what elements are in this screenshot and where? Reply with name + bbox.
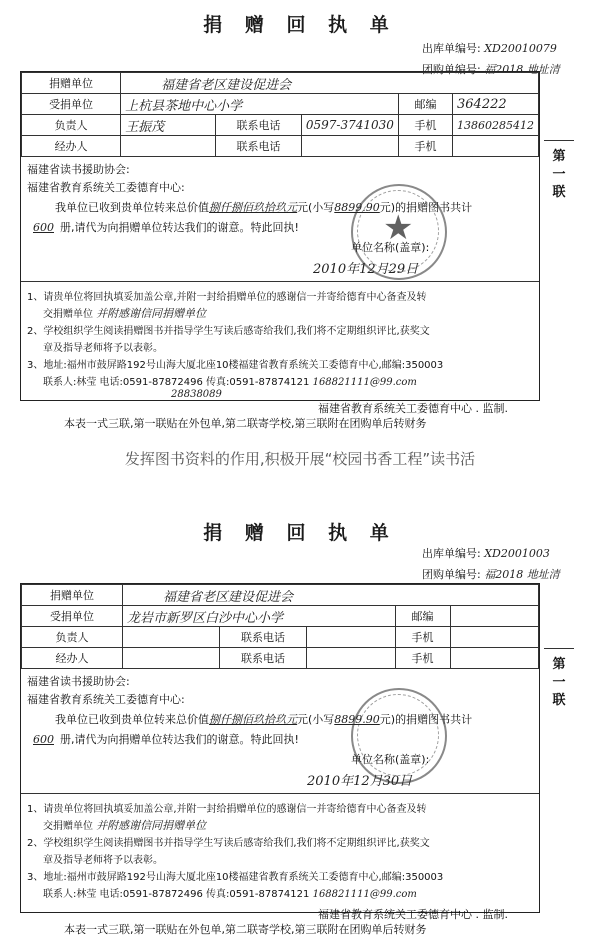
phone-label: 联系电话 bbox=[216, 115, 302, 136]
info-table bbox=[21, 72, 539, 157]
seal-ring bbox=[357, 694, 439, 776]
table-row bbox=[22, 115, 539, 136]
handler-value bbox=[121, 136, 216, 157]
handler-label: 经办人 bbox=[22, 136, 121, 157]
note-line: 1、请贵单位将回执填妥加盖公章,并附一封给捐赠单位的感谢信一并寄给德育中心备查及转 bbox=[27, 804, 427, 815]
receipt-title: 捐 赠 回 执 单 bbox=[203, 522, 397, 544]
form-footer: 本表一式三联,第一联贴在外包单,第二联寄学校,第三联附在团购单后转财务 bbox=[64, 417, 427, 430]
acknowledgement-letter bbox=[21, 157, 539, 282]
table-row bbox=[22, 94, 539, 115]
outbound-value: XD20010079 bbox=[484, 42, 557, 55]
note-line bbox=[43, 817, 206, 833]
mobile2-value bbox=[450, 648, 539, 669]
value-in-figures: 8899.90 bbox=[334, 201, 380, 214]
donor-label: 捐赠单位 bbox=[22, 585, 123, 606]
letter-text: 元(小写 bbox=[297, 713, 335, 726]
table-row bbox=[22, 606, 539, 627]
handwritten-email: 168821111@99.com bbox=[312, 377, 417, 388]
handler-label: 经办人 bbox=[22, 648, 123, 669]
note-text: 联系人:林莹 电话:0591-87872496 传真:0591-87874121 bbox=[43, 377, 310, 388]
letter-text: 元(小写 bbox=[297, 201, 335, 214]
info-table bbox=[21, 584, 539, 669]
receipt-2 bbox=[0, 470, 600, 936]
table-row bbox=[22, 585, 539, 606]
postcode-value bbox=[450, 606, 539, 627]
value-in-words: 捌仟捌佰玖拾玖元 bbox=[209, 201, 297, 214]
official-seal bbox=[351, 184, 447, 280]
head-label: 负责人 bbox=[22, 627, 123, 648]
letter-text: 我单位已收到贵单位转来总价值 bbox=[55, 201, 209, 214]
mobile-label: 手机 bbox=[398, 115, 452, 136]
value-in-figures: 8899.90 bbox=[334, 713, 380, 726]
letter-line-2 bbox=[27, 219, 299, 235]
table-row bbox=[22, 648, 539, 669]
sign-date: 2010年12月30日 bbox=[307, 774, 413, 789]
background-text: 发挥图书资料的作用,积极开展“校园书香工程”读书活 bbox=[124, 450, 476, 468]
note-line: 章及指导老师将予以表彰。 bbox=[43, 855, 163, 866]
phone-value bbox=[307, 627, 396, 648]
handwritten-note: 并附感谢信同捐赠单位 bbox=[96, 307, 207, 320]
value-in-words: 捌仟捌佰玖拾玖元 bbox=[209, 713, 297, 726]
receipt-title: 捐 赠 回 执 单 bbox=[203, 14, 397, 36]
supervisor-org: 福建省教育系统关工委德育中心 . 监制. bbox=[318, 908, 508, 921]
donor-label: 捐赠单位 bbox=[22, 73, 121, 94]
note-text: 交捐赠单位 bbox=[43, 309, 93, 320]
notes-section bbox=[21, 794, 539, 914]
table-row bbox=[22, 136, 539, 157]
addressee-1: 福建省读书援助协会: bbox=[27, 675, 130, 688]
official-seal bbox=[351, 688, 447, 784]
mobile-label: 手机 bbox=[395, 627, 450, 648]
star-icon: ★ bbox=[383, 208, 414, 248]
copy-label: 第一联 bbox=[552, 149, 566, 200]
letter-text: 元)的捐赠图书共计 bbox=[379, 713, 473, 726]
outbound-label: 出库单编号: bbox=[422, 42, 481, 55]
recipient-value: 上杭县茶地中心小学 bbox=[121, 94, 399, 115]
receipt-1 bbox=[0, 0, 600, 440]
donor-value: 福建省老区建设促进会 bbox=[123, 585, 539, 606]
book-count: 600 bbox=[33, 733, 54, 746]
form-footer: 本表一式三联,第一联贴在外包单,第二联寄学校,第三联附在团购单后转财务 bbox=[64, 923, 427, 936]
receipt-form bbox=[20, 71, 540, 401]
note-text: 交捐赠单位 bbox=[43, 821, 93, 832]
phone-value: 0597-3741030 bbox=[301, 115, 398, 136]
mobile2-value bbox=[453, 136, 539, 157]
phone-label: 联系电话 bbox=[220, 627, 307, 648]
phone2-value bbox=[307, 648, 396, 669]
phone2-label: 联系电话 bbox=[216, 136, 302, 157]
handwritten-note: 并附感谢信同捐赠单位 bbox=[96, 819, 207, 832]
postcode-value: 364222 bbox=[453, 94, 539, 115]
note-line: 章及指导老师将予以表彰。 bbox=[43, 343, 163, 354]
mobile2-label: 手机 bbox=[398, 136, 452, 157]
letter-text: 册,请代为向捐赠单位转达我们的谢意。特此回执! bbox=[60, 221, 299, 234]
sign-label: 单位名称(盖章): bbox=[351, 241, 430, 254]
handler-value bbox=[123, 648, 220, 669]
side-rule bbox=[544, 648, 574, 649]
group-label: 团购单编号: bbox=[422, 568, 481, 581]
head-value: 王振茂 bbox=[121, 115, 216, 136]
letter-text: 我单位已收到贵单位转来总价值 bbox=[55, 713, 209, 726]
book-count: 600 bbox=[33, 221, 54, 234]
receipt-form bbox=[20, 583, 540, 913]
handwritten-email: 168821111@99.com bbox=[312, 889, 417, 900]
phone2-label: 联系电话 bbox=[220, 648, 307, 669]
note-line bbox=[43, 373, 417, 388]
note-line: 3、地址:福州市鼓屏路192号山海大厦北座10楼福建省教育系统关工委德育中心,邮编:350003 bbox=[27, 872, 444, 883]
donor-value: 福建省老区建设促进会 bbox=[121, 73, 539, 94]
side-rule bbox=[544, 140, 574, 141]
copy-label: 第一联 bbox=[552, 657, 566, 708]
mobile2-label: 手机 bbox=[395, 648, 450, 669]
group-value: 福2018 地址清 bbox=[484, 568, 560, 581]
letter-text: 元)的捐赠图书共计 bbox=[379, 201, 473, 214]
mobile-value: 13860285412 bbox=[453, 115, 539, 136]
addressee-2: 福建省教育系统关工委德育中心: bbox=[27, 693, 185, 706]
group-value: 福2018 地址清 bbox=[484, 63, 560, 76]
acknowledgement-letter bbox=[21, 669, 539, 794]
outbound-number bbox=[422, 545, 550, 561]
postcode-label: 邮编 bbox=[398, 94, 452, 115]
letter-line-2 bbox=[27, 731, 299, 747]
note-line: 2、学校组织学生阅读捐赠图书并指导学生写读后感寄给我们,我们将不定期组织评比,获奖文 bbox=[27, 326, 430, 337]
note-line: 2、学校组织学生阅读捐赠图书并指导学生写读后感寄给我们,我们将不定期组织评比,获奖文 bbox=[27, 838, 430, 849]
letter-text: 册,请代为向捐赠单位转达我们的谢意。特此回执! bbox=[60, 733, 299, 746]
note-line: 3、地址:福州市鼓屏路192号山海大厦北座10楼福建省教育系统关工委德育中心,邮编:350003 bbox=[27, 360, 444, 371]
addressee-2: 福建省教育系统关工委德育中心: bbox=[27, 181, 185, 194]
postcode-label: 邮编 bbox=[395, 606, 450, 627]
sign-label: 单位名称(盖章): bbox=[351, 753, 430, 766]
phone2-value bbox=[301, 136, 398, 157]
supervisor-org: 福建省教育系统关工委德育中心 . 监制. bbox=[318, 402, 508, 415]
sign-date: 2010年12月29日 bbox=[313, 262, 419, 277]
group-label: 团购单编号: bbox=[422, 63, 481, 76]
table-row bbox=[22, 73, 539, 94]
note-line bbox=[43, 885, 417, 900]
recipient-label: 受捐单位 bbox=[22, 94, 121, 115]
addressee-1: 福建省读书援助协会: bbox=[27, 163, 130, 176]
head-value bbox=[123, 627, 220, 648]
head-label: 负责人 bbox=[22, 115, 121, 136]
note-line: 1、请贵单位将回执填妥加盖公章,并附一封给捐赠单位的感谢信一并寄给德育中心备查及转 bbox=[27, 292, 427, 303]
recipient-label: 受捐单位 bbox=[22, 606, 123, 627]
recipient-value: 龙岩市新罗区白沙中心小学 bbox=[123, 606, 396, 627]
handwritten-phone: 28838089 bbox=[171, 389, 222, 400]
outbound-number bbox=[422, 40, 557, 56]
mobile-value bbox=[450, 627, 539, 648]
group-number bbox=[422, 566, 560, 582]
note-line bbox=[43, 305, 206, 321]
outbound-label: 出库单编号: bbox=[422, 547, 481, 560]
outbound-value: XD2001003 bbox=[484, 547, 550, 560]
note-text: 联系人:林莹 电话:0591-87872496 传真:0591-87874121 bbox=[43, 889, 310, 900]
notes-section bbox=[21, 282, 539, 402]
table-row bbox=[22, 627, 539, 648]
